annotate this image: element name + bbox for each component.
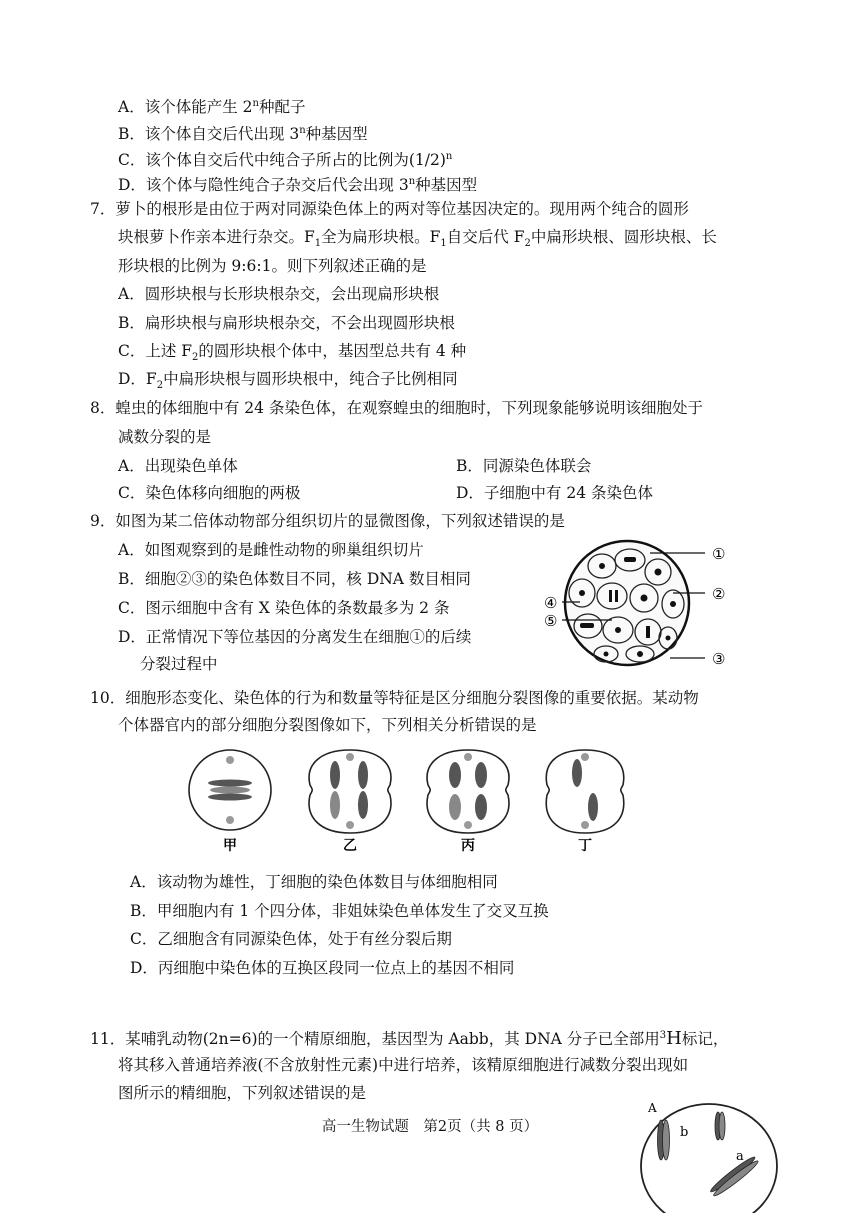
q9-label-5: ⑤ [544, 612, 558, 630]
q8-stem-line1: 8．蝗虫的体细胞中有 24 条染色体，在观察蝗虫的细胞时，下列现象能够说明该细胞处于 [90, 399, 703, 417]
q11-label-A: A [648, 1101, 657, 1115]
q11-stem-line1: 11．某哺乳动物(2n=6)的一个精原细胞，基因型为 Aabb，其 DNA 分子已全部用$^3$H标记， [90, 1028, 729, 1050]
q9-label-3: ③ [712, 650, 726, 668]
q7-stem-line1: 7．萝卜的根形是由位于两对同源染色体上的两对等位基因决定的。现用两个纯合的圆形 [90, 200, 689, 218]
q10-option-c: C．乙细胞含有同源染色体，处于有丝分裂后期 [130, 930, 452, 948]
q7-stem-line3: 形块根的比例为 9:6:1。则下列叙述正确的是 [118, 257, 427, 275]
q6-option-b: B．该个体自交后代出现 3$^n$种基因型 [118, 125, 368, 144]
q9-option-d-line1: D．正常情况下等位基因的分离发生在细胞①的后续 [118, 628, 472, 646]
cell-ding [546, 750, 623, 854]
cell-bing [427, 750, 509, 854]
q11-stem-line2: 将其移入普通培养液(不含放射性元素)中进行培养，该精原细胞进行减数分裂出现如 [118, 1056, 689, 1074]
q10-option-a: A．该动物为雄性，丁细胞的染色体数目与体细胞相同 [130, 873, 498, 891]
q7-option-c: C．上述 $F_2$的圆形块根个体中，基因型总共有 4 种 [118, 342, 467, 364]
cell-jia [189, 750, 271, 854]
q8-option-c: C．染色体移向细胞的两极 [118, 484, 301, 502]
q8-stem-line2: 减数分裂的是 [118, 428, 212, 446]
q6-option-d: D．该个体与隐性纯合子杂交后代会出现 3$^n$种基因型 [118, 176, 478, 195]
q7-stem-line2: 块根萝卜作亲本进行杂交。$F_1$全为扁形块根。$F_1$自交后代 $F_2$中扁形块根、圆形块根、长 [118, 228, 717, 250]
q9-label-2: ② [712, 585, 726, 603]
q9-option-a: A．如图观察到的是雌性动物的卵巢组织切片 [118, 541, 424, 559]
q11-label-a: a [736, 1149, 744, 1164]
q9-stem: 9．如图为某二倍体动物部分组织切片的显微图像，下列叙述错误的是 [90, 512, 565, 530]
q9-label-4: ④ [544, 594, 558, 612]
q9-option-d-line2: 分裂过程中 [140, 655, 218, 673]
cell-yi [309, 750, 391, 854]
q10-stem-line2: 个体器官内的部分细胞分裂图像如下，下列相关分析错误的是 [118, 716, 537, 734]
q8-option-b: B．同源染色体联会 [456, 457, 592, 475]
q10-stem-line1: 10．细胞形态变化、染色体的行为和数量等特征是区分细胞分裂图像的重要依据。某动物 [90, 689, 699, 707]
q11-stem-line3: 图所示的精细胞，下列叙述错误的是 [118, 1084, 367, 1102]
cell-label-yi: 乙 [343, 838, 357, 854]
q7-option-a: A．圆形块根与长形块根杂交，会出现扁形块根 [118, 285, 440, 303]
q9-micrograph-figure [540, 538, 740, 668]
page-footer: 高一生物试题 第2页（共 8 页） [321, 1119, 539, 1135]
q9-label-1: ① [712, 545, 726, 563]
q8-option-a: A．出现染色单体 [118, 457, 238, 475]
q10-option-b: B．甲细胞内有 1 个四分体，非姐妹染色单体发生了交叉互换 [130, 902, 549, 920]
q7-option-b: B．扁形块根与扁形块根杂交，不会出现圆形块根 [118, 314, 455, 332]
q6-option-c: C．该个体自交后代中纯合子所占的比例为$(1/2)^n$ [118, 151, 453, 170]
q9-option-c: C．图示细胞中含有 X 染色体的条数最多为 2 条 [118, 599, 450, 617]
q10-cell-division-figure [185, 745, 635, 855]
cell-label-bing: 丙 [461, 838, 475, 854]
q8-option-d: D．子细胞中有 24 条染色体 [456, 484, 654, 502]
q9-option-b: B．细胞②③的染色体数目不同，核 DNA 数目相同 [118, 570, 471, 588]
q6-option-a: A．该个体能产生 2$^n$种配子 [118, 98, 306, 117]
q11-label-b: b [680, 1125, 689, 1140]
q10-option-d: D．丙细胞中染色体的互换区段同一位点上的基因不相同 [130, 959, 515, 977]
cell-label-ding: 丁 [578, 838, 592, 854]
q7-option-d: D．$F_2$中扁形块根与圆形块根中，纯合子比例相同 [118, 370, 458, 392]
cell-label-jia: 甲 [223, 838, 237, 854]
